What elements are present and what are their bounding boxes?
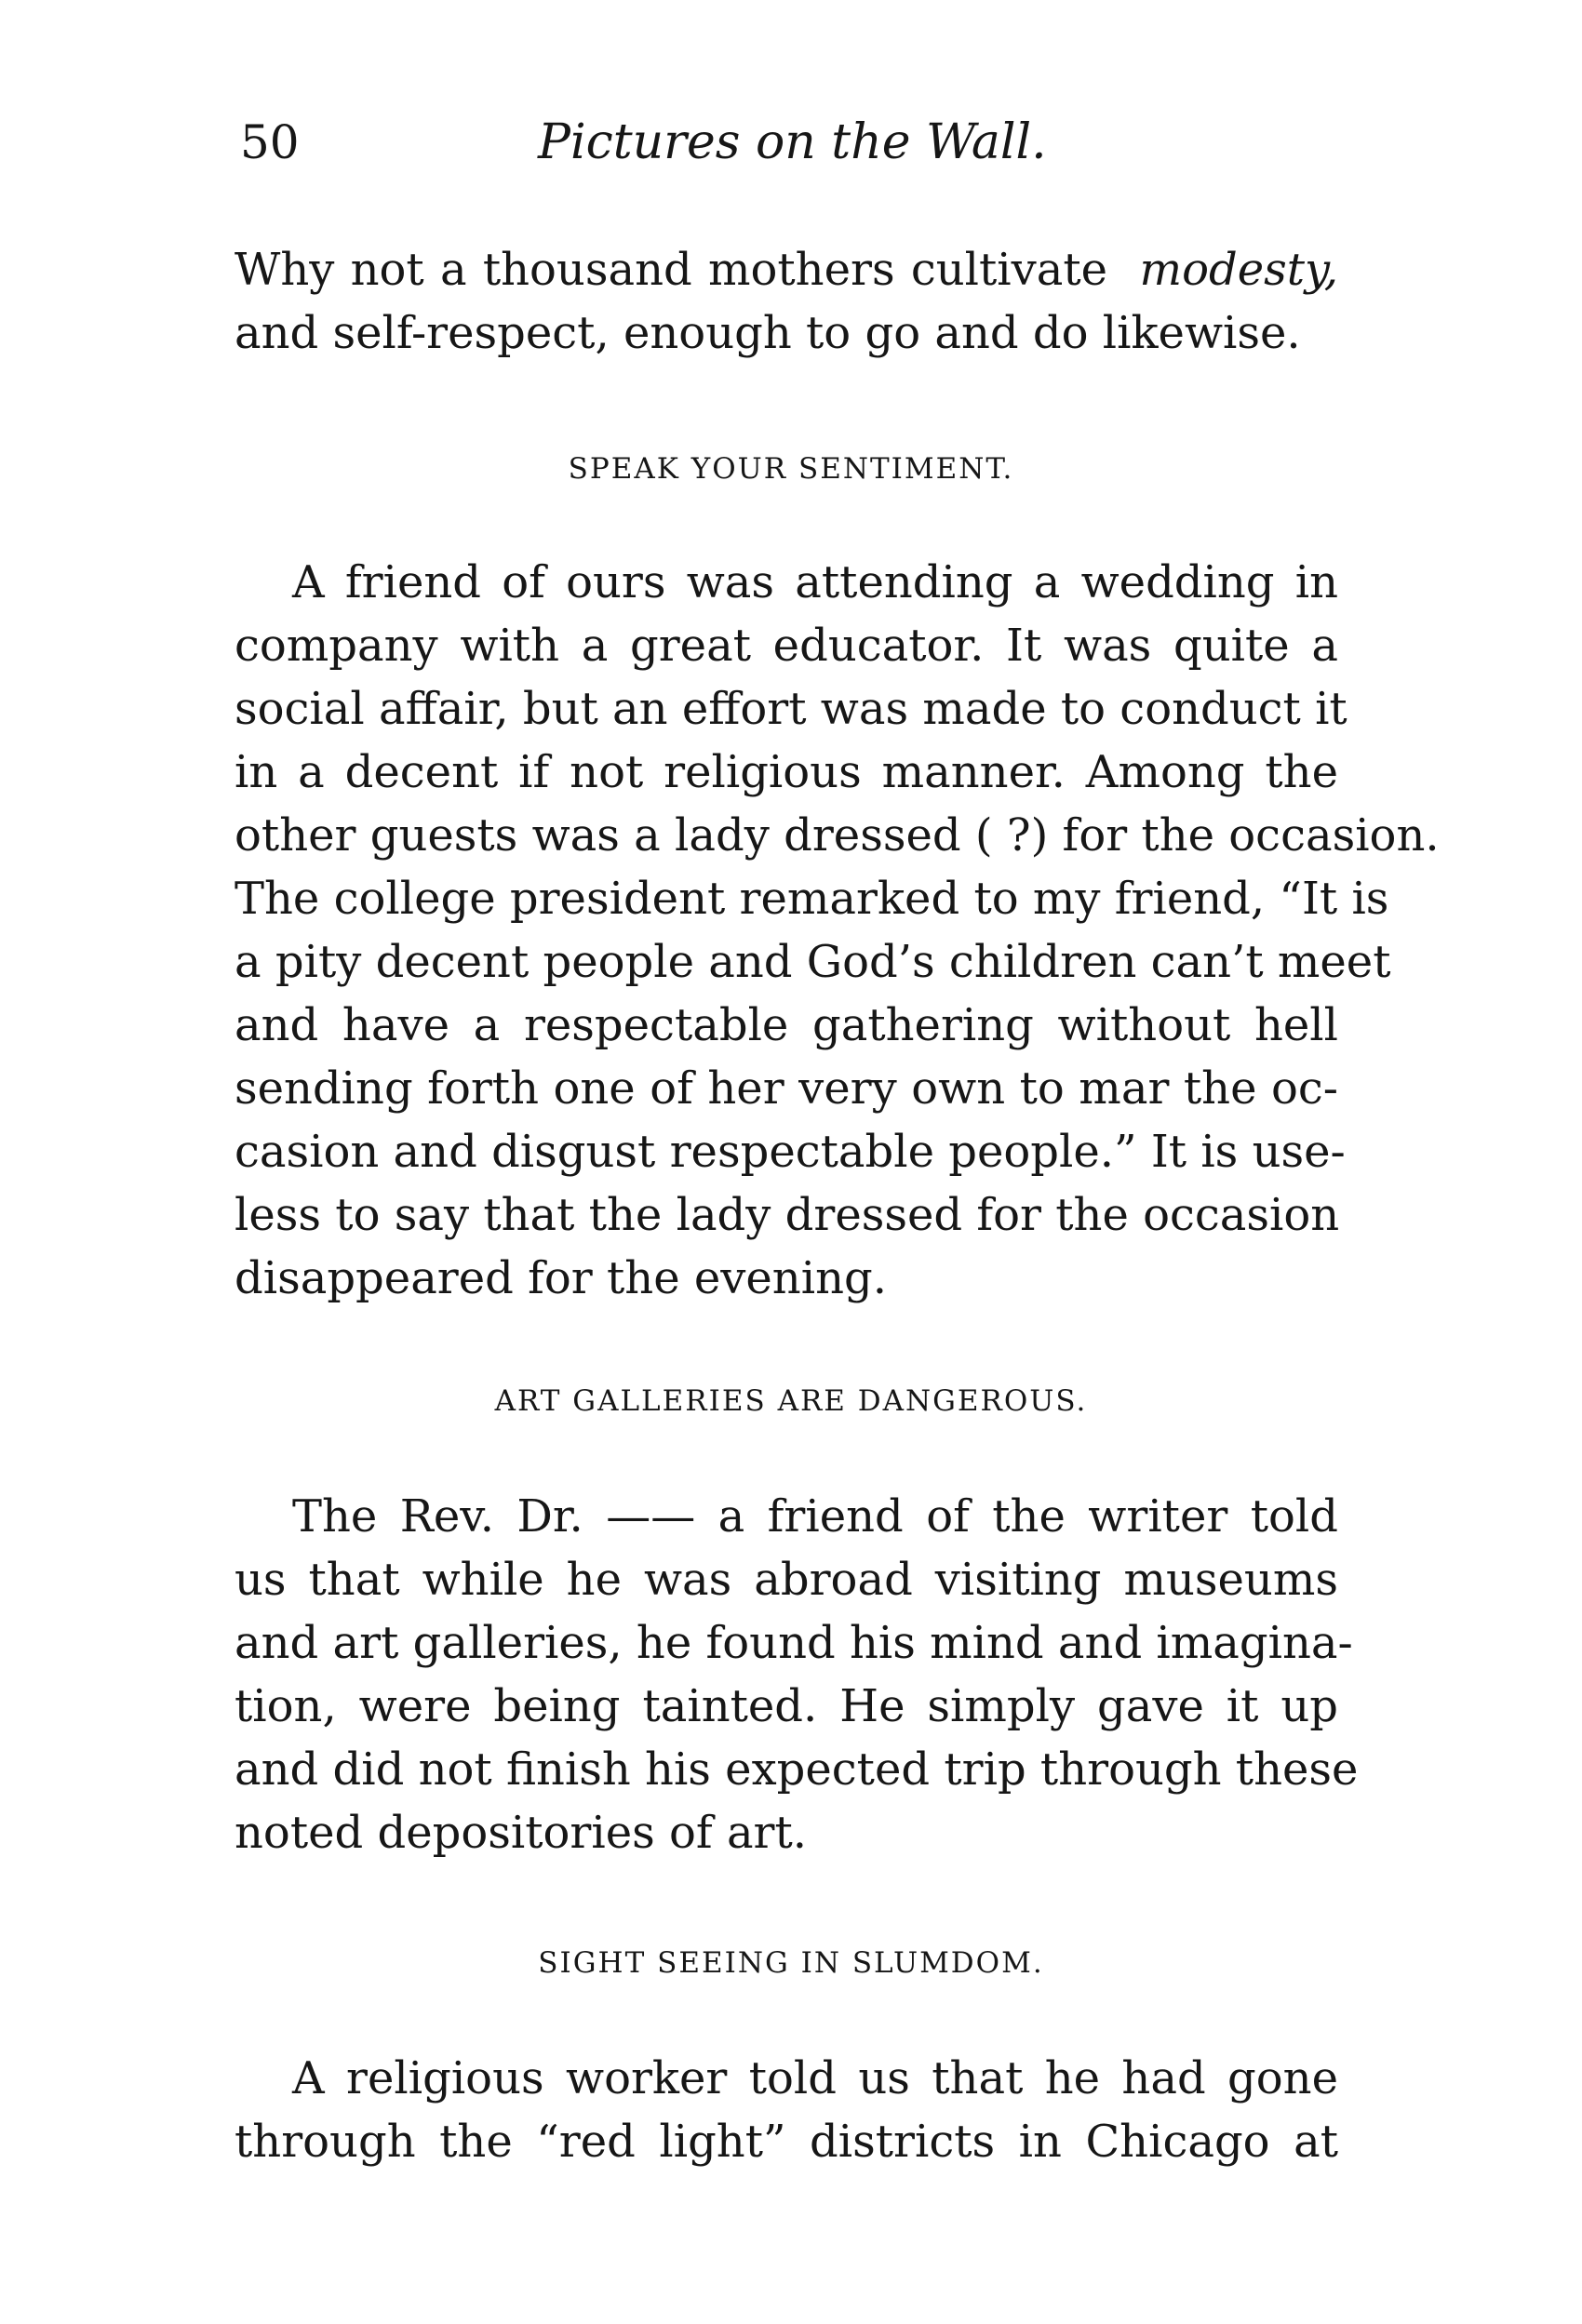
text-line: in a decent if not religious manner. Among the (235, 746, 1338, 798)
text-line: a pity decent people and God’s children can’t meet (235, 936, 1391, 988)
running-title: Pictures on the Wall. (538, 114, 1047, 170)
section-heading-sight-seeing-in-slumdom: SIGHT SEEING IN SLUMDOM. (538, 1946, 1044, 1980)
running-head (240, 110, 1320, 175)
emphasis-word: modesty, (1139, 244, 1339, 296)
text-line: and have a respectable gathering without hell (235, 999, 1338, 1051)
text-line: casion and disgust respectable people.” It is use- (235, 1126, 1346, 1178)
text-line: tion, were being tainted. He simply gave it up (235, 1680, 1338, 1732)
text-line: A friend of ours was attending a wedding in (292, 556, 1338, 608)
text-line: disappeared for the evening. (235, 1252, 887, 1304)
text-line: and did not finish his expected trip through these (235, 1743, 1359, 1796)
text-line: and art galleries, he found his mind and imagina- (235, 1617, 1353, 1669)
section-heading-art-galleries-are-dangerous: ART GALLERIES ARE DANGEROUS. (494, 1384, 1088, 1418)
page-number: 50 (240, 115, 300, 169)
text-line: company with a great educator. It was quite a (235, 620, 1338, 672)
text-line: A religious worker told us that he had gone (292, 2052, 1338, 2104)
text-line: The Rev. Dr. —— a friend of the writer told (292, 1490, 1338, 1543)
text-line (235, 238, 1338, 301)
text-line: and self-respect, enough to go and do likewise. (235, 307, 1301, 359)
text-line: noted depositories of art. (235, 1807, 808, 1859)
text-line: other guests was a lady dressed ( ?) for the occasion. (235, 809, 1440, 861)
text-line: sending forth one of her very own to mar the oc- (235, 1062, 1338, 1115)
text-line-body: Why not a thousand mothers cultivate (235, 244, 1108, 296)
section-heading-speak-your-sentiment: SPEAK YOUR SENTIMENT. (568, 452, 1014, 486)
text-line: The college president remarked to my friend, “It is (235, 873, 1389, 925)
text-line: less to say that the lady dressed for the occasion (235, 1189, 1340, 1241)
text-line: social affair, but an effort was made to conduct it (235, 683, 1347, 735)
text-line: us that while he was abroad visiting museums (235, 1554, 1338, 1606)
text-line: through the “red light” districts in Chicago at (235, 2116, 1338, 2168)
